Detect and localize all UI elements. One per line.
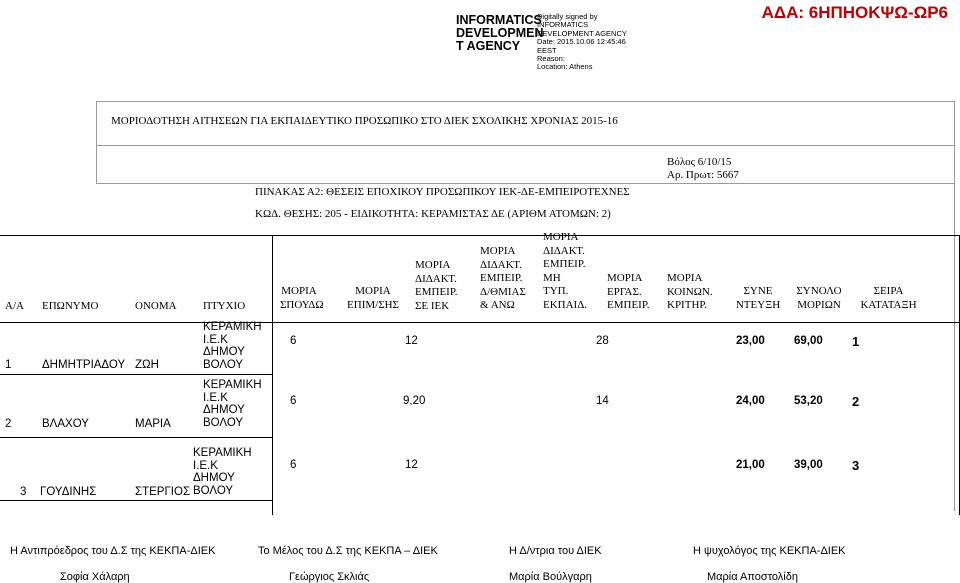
header-line: ΜΟΡΙΑ	[281, 285, 317, 297]
cell-synenteyxh: 24,00	[736, 395, 765, 407]
cell-synenteyxh: 21,00	[736, 459, 765, 471]
header-line: ΔΙΔΑΚΤ.	[480, 258, 522, 271]
header-line: ΕΜΠΕΙΡ.	[543, 258, 586, 270]
header-line: ΜΟΡΙΑ	[607, 272, 643, 284]
header-line: ΜΟΡΙΑ	[355, 285, 391, 297]
signature-line: Digitally signed by	[537, 12, 598, 21]
column-border	[272, 235, 273, 515]
cell-ergas: 14	[596, 395, 609, 407]
row-border	[0, 500, 272, 501]
header-moria-didakt-mh	[543, 231, 587, 312]
signer-org-line: INFORMATICS	[456, 13, 542, 27]
ptyxio-line: ΔΗΜΟΥ	[193, 472, 235, 484]
signer-org-line: DEVELOPMEN	[456, 26, 544, 40]
cell-synolo: 39,00	[794, 459, 823, 471]
ptyxio-line: ΚΕΡΑΜΙΚΗ	[203, 379, 262, 391]
header-line: ΚΑΤΑΤΑΞΗ	[860, 298, 917, 311]
header-aa: Α/Α	[5, 300, 24, 312]
signatory-name: Σοφία Χάλαρη	[60, 571, 130, 583]
cell-synolo: 53,20	[794, 395, 823, 407]
header-line: ΜΟΡΙΑ	[667, 272, 703, 284]
header-eponymo: ΕΠΩΝΥΜΟ	[42, 300, 99, 312]
header-moria-spoudon	[280, 285, 324, 312]
header-seira	[851, 285, 926, 312]
header-synenteyxh	[730, 285, 786, 312]
header-line: ΣΕΙΡΑ	[873, 285, 904, 297]
signatory-role: Η ψυχολόγος της ΚΕΚΠΑ-ΔΙΕΚ	[693, 545, 846, 557]
cell-seira: 1	[852, 334, 860, 349]
cell-epim: 12	[405, 459, 418, 471]
signature-line: Reason:	[537, 54, 565, 64]
cell-ptyxio	[203, 379, 262, 429]
ptyxio-line: ΔΗΜΟΥ	[203, 346, 245, 358]
header-line: ΣΥΝΟΛΟ	[796, 285, 842, 297]
ptyxio-line: ΚΕΡΑΜΙΚΗ	[203, 321, 262, 333]
cell-epim: 9,20	[403, 395, 426, 407]
signature-line: Date: 2015.10.06 12:45:46	[537, 37, 626, 47]
cell-eponymo: ΒΛΑΧΟΥ	[42, 418, 89, 430]
header-line: ΜΗ	[543, 271, 561, 284]
cell-aa: 2	[5, 418, 12, 430]
header-line: ΣΕ ΙΕΚ	[415, 299, 450, 312]
signatory-name: Μαρία Βούλγαρη	[509, 571, 592, 583]
ada-code: ΑΔΑ: 6ΗΠΗΟΚΨΩ-ΩΡ6	[761, 3, 948, 22]
cell-seira: 3	[852, 458, 860, 473]
table-title: ΠΙΝΑΚΑΣ Α2: ΘΕΣΕΙΣ ΕΠΟΧΙΚΟΥ ΠΡΟΣΩΠΙΚΟΥ ΙΕΚ-ΔΕ-ΕΜΠΕΙΡΟΤΕΧΝΕΣ	[255, 186, 630, 198]
header-line: ΜΟΡΙΑ	[480, 245, 516, 257]
signature-line: Location: Athens	[537, 62, 593, 72]
header-synolo	[788, 285, 850, 312]
header-line: ΚΟΙΝΩΝ.	[667, 285, 713, 298]
header-line: & ΑΝΩ	[480, 299, 515, 311]
header-ptyxio: ΠΤΥΧΙΟ	[203, 300, 246, 312]
cell-onoma: ΖΩΗ	[135, 359, 159, 371]
ptyxio-line: ΒΟΛΟΥ	[193, 484, 234, 497]
header-line: Δ/ΘΜΙΑΣ	[480, 285, 526, 298]
date-line: Βόλος 6/10/15	[667, 156, 732, 168]
grid-line	[96, 145, 954, 146]
ptyxio-line: Ι.Ε.Κ	[203, 391, 228, 404]
cell-synolo: 69,00	[794, 335, 823, 347]
position-line: ΚΩΔ. ΘΕΣΗΣ: 205 - ΕΙΔΙΚΟΤΗΤΑ: ΚΕΡΑΜΙΣΤΑΣ ΔΕ (ΑΡΙΘΜ ΑΤΟΜΩΝ: 2)	[255, 208, 611, 220]
header-onoma: ΟΝΟΜΑ	[135, 300, 177, 312]
signatory-role: Το Μέλος του Δ.Σ της ΚΕΚΠΑ – ΔΙΕΚ	[258, 545, 438, 557]
header-line: ΕΜΠΕΙΡ.	[607, 299, 650, 311]
header-line: ΝΤΕΥΞΗ	[735, 298, 781, 311]
signatory-role: Η Αντιπρόεδρος του Δ.Σ της ΚΕΚΠΑ-ΔΙΕΚ	[10, 545, 216, 557]
header-line: ΜΟΡΙΑ	[543, 231, 579, 243]
signatory-name: Γεώργιος Σκλιάς	[289, 571, 370, 583]
header-line: ΚΡΙΤΗΡ.	[667, 299, 708, 311]
digital-signature-details	[537, 13, 627, 72]
header-moria-didakt-iek	[415, 259, 458, 313]
signatory-role: Η Δ/ντρια του ΔΙΕΚ	[509, 545, 602, 557]
cell-ptyxio	[193, 447, 252, 497]
cell-ptyxio	[203, 321, 262, 371]
signature-line: INFORMATICS	[537, 20, 589, 30]
grid-line	[96, 183, 954, 184]
ptyxio-line: Ι.Ε.Κ	[203, 333, 228, 346]
cell-ergas: 28	[596, 335, 609, 347]
header-line: ΔΙΔΑΚΤ.	[543, 244, 585, 257]
signature-line: DEVELOPMENT AGENCY	[537, 28, 627, 38]
cell-spoudon: 6	[290, 395, 297, 407]
signatory-name: Μαρία Αποστολίδη	[707, 571, 798, 583]
row-border	[0, 374, 272, 375]
grid-line	[96, 101, 97, 183]
header-line: ΜΟΡΙΑ	[415, 259, 451, 271]
header-line: ΔΙΔΑΚΤ.	[415, 272, 457, 285]
header-line: ΤΥΠ.	[543, 285, 569, 297]
header-moria-epim	[343, 285, 403, 312]
cell-aa: 3	[20, 486, 27, 498]
ptyxio-line: ΚΕΡΑΜΙΚΗ	[193, 447, 252, 459]
ptyxio-line: ΔΗΜΟΥ	[203, 404, 245, 416]
cell-epim: 12	[405, 335, 418, 347]
header-line: ΕΜΠΕΙΡ.	[480, 272, 523, 284]
grid-line	[954, 101, 955, 511]
signer-organization	[456, 14, 544, 53]
cell-aa: 1	[5, 359, 12, 371]
header-line: ΣΥΝΕ	[743, 285, 773, 297]
header-line: ΕΚΠΑΙΔ.	[543, 298, 588, 311]
cell-synenteyxh: 23,00	[736, 335, 765, 347]
header-line: ΣΠΟΥΔΩ	[280, 298, 324, 311]
ptyxio-line: ΒΟΛΟΥ	[203, 416, 244, 429]
date-protocol	[667, 156, 739, 182]
protocol-line: Αρ. Πρωτ: 5667	[667, 169, 739, 181]
table-top-border	[0, 235, 960, 236]
header-line: ΕΡΓΑΣ.	[607, 285, 642, 298]
signer-org-line: T AGENCY	[456, 39, 521, 53]
cell-eponymo: ΓΟΥΔΙΝΗΣ	[40, 486, 97, 498]
row-border	[0, 437, 272, 438]
ptyxio-line: Ι.Ε.Κ	[193, 459, 218, 472]
cell-spoudon: 6	[290, 459, 297, 471]
header-line: ΕΠΙΜ/ΣΗΣ	[347, 298, 399, 311]
header-line: ΕΜΠΕΙΡ.	[415, 286, 458, 298]
cell-eponymo: ΔΗΜΗΤΡΙΑΔΟΥ	[42, 359, 126, 371]
document-title: ΜΟΡΙΟΔΟΤΗΣΗ ΑΙΤΗΣΕΩΝ ΓΙΑ ΕΚΠΑΙΔΕΥΤΙΚΟ ΠΡΟΣΩΠΙΚΟ ΣΤΟ ΔΙΕΚ ΣΧΟΛΙΚΗΣ ΧΡΟΝΙΑΣ 2015-16	[111, 115, 618, 127]
ptyxio-line: ΒΟΛΟΥ	[203, 358, 244, 371]
header-moria-ergas	[607, 272, 650, 313]
cell-spoudon: 6	[290, 335, 297, 347]
cell-seira: 2	[852, 394, 860, 409]
grid-line	[96, 101, 954, 102]
signature-line: EEST	[537, 45, 557, 55]
cell-onoma: ΜΑΡΙΑ	[135, 418, 171, 430]
header-bottom-border	[0, 322, 960, 323]
header-moria-didakt-anw	[480, 245, 526, 313]
header-line: ΜΟΡΙΩΝ	[797, 298, 841, 311]
header-moria-koinwn	[667, 272, 713, 313]
cell-onoma: ΣΤΕΡΓΙΟΣ	[135, 486, 191, 498]
